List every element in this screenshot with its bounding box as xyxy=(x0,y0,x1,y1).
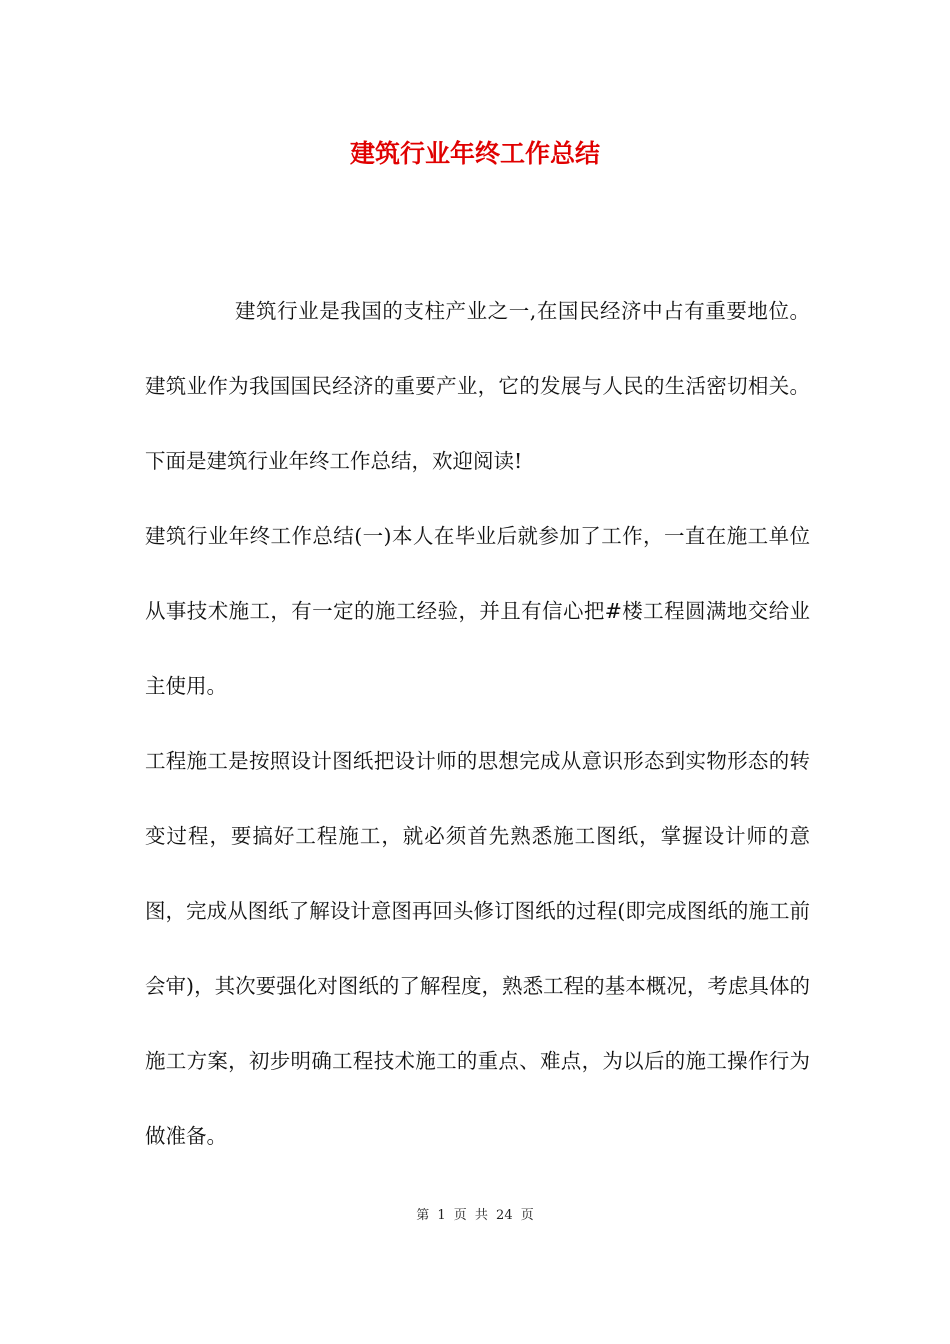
document-body xyxy=(145,274,810,1174)
intro-paragraph: 建筑行业是我国的支柱产业之一,在国民经济中占有重要地位。建筑业作为我国国民经济的重要产业，它的发展与人民的生活密切相关。下面是建筑行业年终工作总结，欢迎阅读! xyxy=(145,299,810,473)
page-number-footer: 第 1 页 共 24 页 xyxy=(416,1208,534,1223)
body-paragraph-1: 建筑行业年终工作总结(一)本人在毕业后就参加了工作，一直在施工单位从事技术施工，有一定的施工经验，并且有信心把#楼工程圆满地交给业主使用。 xyxy=(145,524,810,698)
document-title: 建筑行业年终工作总结 xyxy=(349,139,600,168)
body-paragraph-2: 工程施工是按照设计图纸把设计师的思想完成从意识形态到实物形态的转变过程，要搞好工程施工，就必须首先熟悉施工图纸，掌握设计师的意图，完成从图纸了解设计意图再回头修订图纸的过程(即完成图纸的施工前会审)，其次要强化对图纸的了解程度，熟悉工程的基本概况，考虑具体的施工方案，初步明确工程技术施工的重点、难点，为以后的施工操作行为做准备。 xyxy=(145,749,810,1148)
